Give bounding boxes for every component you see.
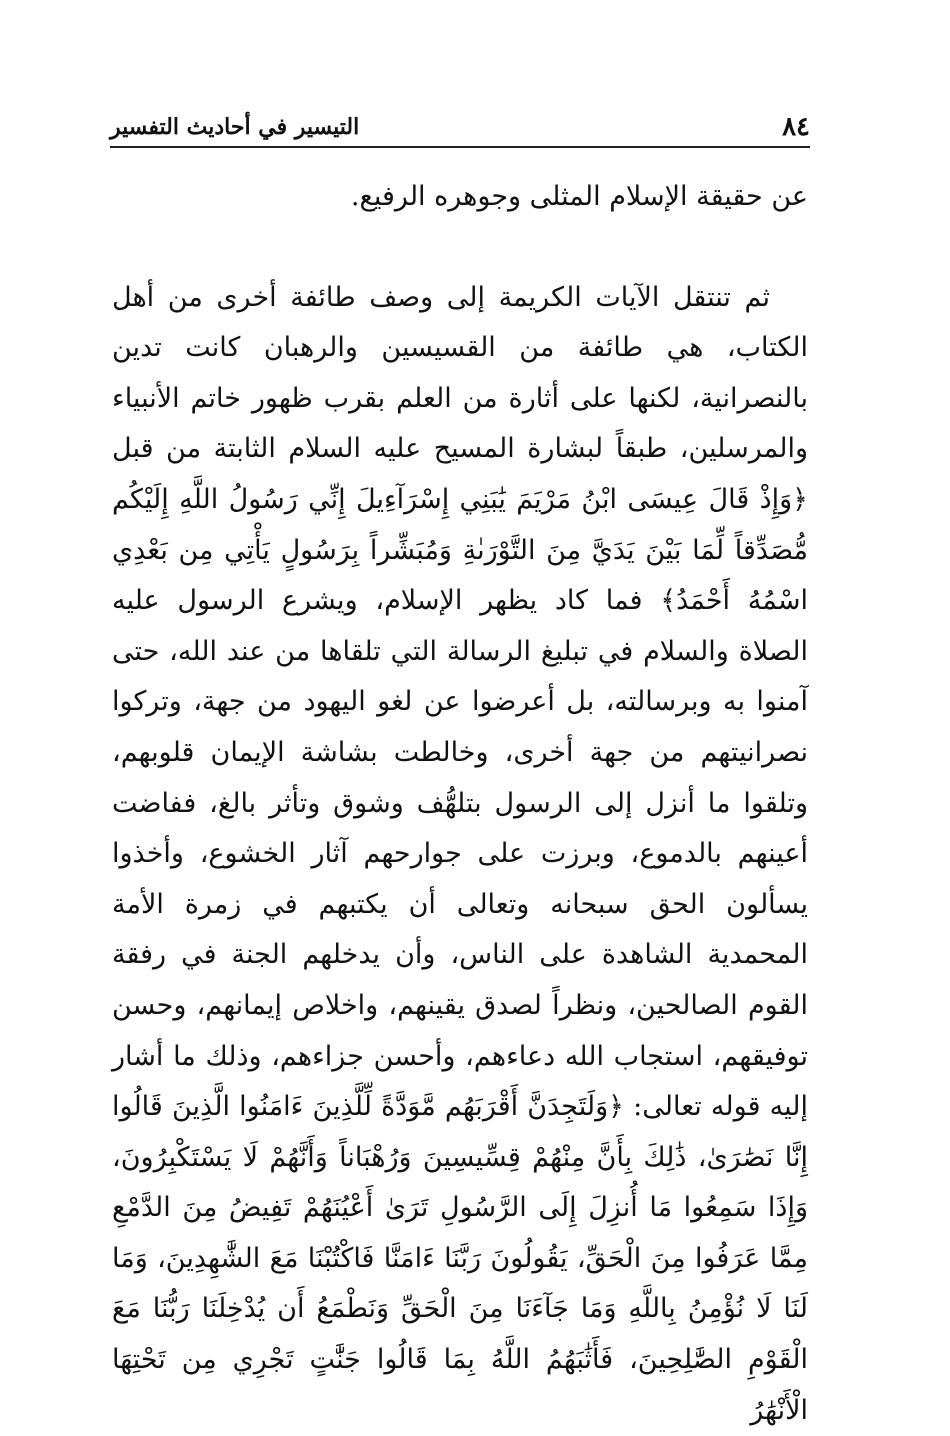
paragraph-text-1: ثم تنتقل الآيات الكريمة إلى وصف طائفة أخرى من أهل الكتاب، هي طائفة من القسيسين والرهبان كانت تدين بالنصرانية، لكنها على أثارة من العلم بقرب ظهور خاتم الأنبياء والمرسلين، طبقاً لبشارة المسيح عليه السلام الثابتة من قبل [112,281,808,465]
page-number: ٨٤ [782,112,810,142]
paragraph-text-2: فما كاد يظهر الإسلام، ويشرع الرسول عليه الصلاة والسلام في تبليغ الرسالة التي تلقاها من عند الله، حتى آمنوا به وبرسالته، بل أعرضوا عن لغو اليهود من جهة، وتركوا نصرانيتهم من جهة أخرى، وخالطت بشاشة الإيمان قلوبهم، وتلقوا ما أنزل إلى الرسول بتلهُّف وشوق وتأثر بالغ، ففاضت أعينهم بالدموع، وبرزت على جوارحهم آثار الخشوع، وأخذوا يسألون الحق سبحانه وتعالى أن يكتبهم في زمرة الأمة المحمدية الشاهدة على الناس، وأن يدخلهم الجنة في رفقة القوم الصالحين، ونظراً لصدق يقينهم، واخلاص إيمانهم، وحسن توفيقهم، استجاب الله دعاءهم، وأحسن جزاءهم، وذلك ما أشار إليه قوله تعالى: [112,585,809,1123]
page-header [110,112,810,148]
header-divider [110,146,810,148]
main-paragraph [112,273,808,1436]
running-title: التيسير في أحاديث التفسير [110,114,360,140]
quran-verse-1: ﴿وَإِذْ قَالَ عِيسَى ابْنُ مَرْيَمَ يَٰبَنِي إِسْرَآءِيلَ إِنِّي رَسُولُ اللَّهِ إِلَيْكُم مُّصَدِّقاً لِّمَا بَيْنَ يَدَيَّ مِنَ التَّوْرَىٰةِ وَمُبَشِّراً بِرَسُولٍ يَأْتِي مِن بَعْدِي اسْمُهُ أَحْمَدُ﴾ [112,483,808,617]
intro-line: عن حقيقة الإسلام المثلى وجوهره الرفيع. [350,181,808,212]
body-text [112,172,808,1436]
quran-verse-2: ﴿وَلَتَجِدَنَّ أَقْرَبَهُم مَّوَدَّةً لِّلَّذِينَ ءَامَنُوا الَّذِينَ قَالُوا إِنَّا نَصَٰرَىٰ، ذَٰلِكَ بِأَنَّ مِنْهُمْ قِسِّيسِينَ وَرُهْبَاناً وَأَنَّهُمْ لَا يَسْتَكْبِرُونَ، وَإِذَا سَمِعُوا مَا أُنزِلَ إِلَى الرَّسُولِ تَرَىٰ أَعْيُنَهُمْ تَفِيضُ مِنَ الدَّمْعِ مِمَّا عَرَفُوا مِنَ الْحَقِّ، يَقُولُونَ رَبَّنَا ءَامَنَّا فَاكْتُبْنَا مَعَ الشَّٰهِدِينَ، وَمَا لَنَا لَا نُؤْمِنُ بِاللَّهِ وَمَا جَآءَنَا مِنَ الْحَقِّ وَنَطْمَعُ أَن يُدْخِلَنَا رَبُّنَا مَعَ الْقَوْمِ الصَّٰلِحِينَ، فَأَثَٰبَهُمُ اللَّهُ بِمَا قَالُوا جَنَّٰتٍ تَجْرِي مِن تَحْتِهَا الْأَنْهَٰرُ [112,1091,808,1426]
